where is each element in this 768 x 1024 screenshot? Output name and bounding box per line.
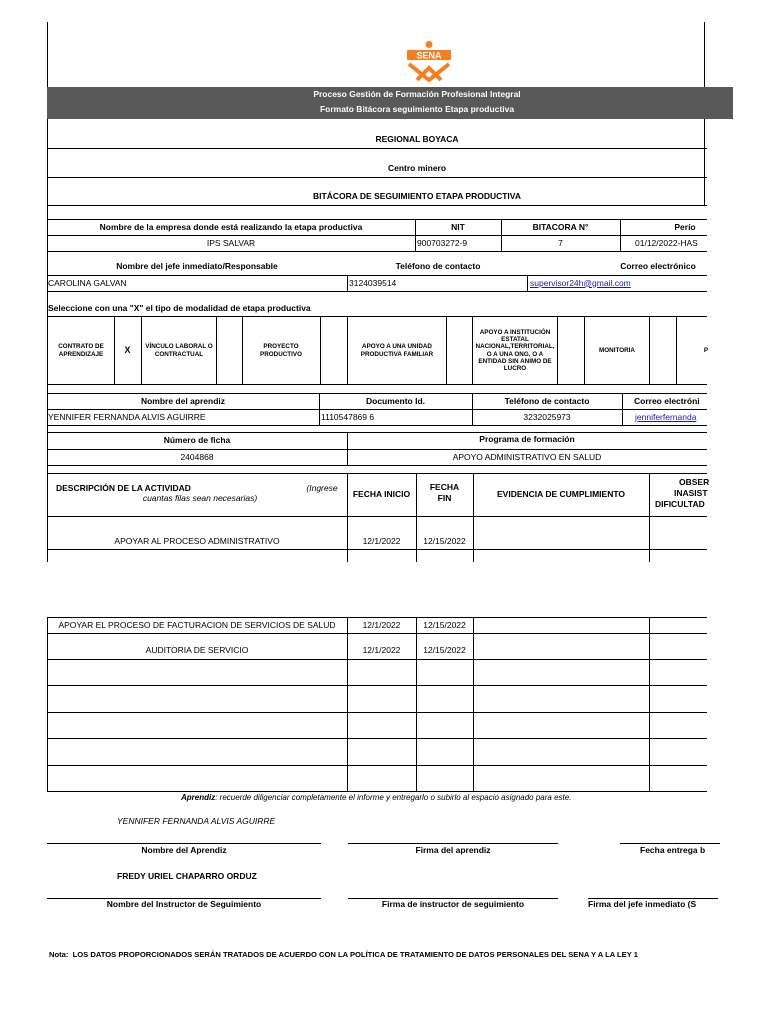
modalidad-option-mark[interactable]: X — [124, 345, 131, 356]
firma-instructor-label: Firma de instructor de seguimiento — [381, 899, 525, 910]
aprendiz-documento-value: 1110547869 6 — [321, 411, 375, 422]
modalidad-option-mark[interactable] — [649, 317, 676, 384]
modalidad-option-mark[interactable] — [557, 317, 584, 384]
modalidad-option-label: APOYO A INSTITUCIÓN ESTATAL NACIONAL,TERRITORIAL, O A UNA ONG, O A ENTIDAD SIN ANIMO DE LUCRO — [475, 328, 555, 372]
ficha-label: Número de ficha — [163, 435, 231, 446]
actividad-inicio: 12/1/2022 — [362, 644, 401, 655]
actividad-inicio: 12/1/2022 — [362, 619, 401, 630]
aprendiz-telefono-label: Teléfono de contacto — [504, 395, 590, 406]
modalidad-option-mark[interactable] — [320, 317, 347, 384]
modalidad-option-label: MONITORIA — [599, 346, 635, 354]
actividad-descripcion: APOYAR AL PROCESO ADMINISTRATIVO — [114, 535, 280, 546]
empresa-nombre-value: IPS SALVAR — [206, 237, 256, 248]
modalidad-option-label: CONTRATO DE APRENDIZAJE — [58, 343, 104, 358]
modalidad-option-label: PROYECTO PRODUCTIVO — [260, 343, 302, 358]
actividad-descripcion: AUDITORIA DE SERVICIO — [145, 644, 249, 655]
empresa-bitacora-value: 7 — [558, 237, 563, 248]
jefe-nombre-value: CAROLINA GALVAN — [48, 277, 127, 288]
empresa-nit-label: NIT — [451, 221, 465, 232]
actividad-header-note-1: (Ingrese — [306, 482, 338, 493]
nombre-instructor-label: Nombre del Instructor de Seguimiento — [106, 899, 262, 910]
empresa-periodo-value: 01/12/2022-HAS — [635, 237, 698, 248]
logo-text: SENA — [416, 50, 442, 61]
fecha-fin-header-1: FECHA — [429, 481, 460, 492]
firma-aprendiz-label: Firma del aprendiz — [415, 845, 491, 856]
aprendiz-note-text: : recuerde diligenciar completamente el informe y entregarlo o subirlo al espacio asignado para este. — [215, 793, 572, 803]
aprendiz-nombre-value: YENNIFER FERNANDA ALVIS AGUIRRE — [48, 411, 206, 422]
programa-label: Programa de formación — [479, 434, 575, 445]
form-title: BITÁCORA DE SEGUIMIENTO ETAPA PRODUCTIVA — [313, 191, 521, 202]
aprendiz-note — [180, 791, 700, 805]
jefe-telefono-value: 3124039514 — [349, 277, 397, 288]
actividad-descripcion: APOYAR EL PROCESO DE FACTURACION DE SERVICIOS DE SALUD — [58, 619, 336, 630]
aprendiz-correo-label: Correo electróni — [634, 395, 700, 406]
modalidad-option-mark[interactable] — [216, 317, 242, 384]
frame-right-line — [704, 22, 705, 88]
final-note-label: Nota: — [49, 949, 69, 959]
aprendiz-documento-label: Documento Id. — [365, 395, 426, 406]
sena-logo — [403, 40, 455, 82]
jefe-telefono-label: Teléfono de contacto — [395, 260, 481, 271]
aprendiz-nombre-label: Nombre del aprendiz — [140, 395, 226, 406]
actividad-fin: 12/15/2022 — [423, 644, 466, 655]
empresa-nit-value: 900703272-9 — [417, 237, 468, 248]
actividad-header: DESCRIPCIÓN DE LA ACTIVIDAD — [56, 482, 191, 493]
modalidad-option-label: APOYO A UNA UNIDAD PRODUCTIVA FAMILIAR — [360, 343, 434, 358]
empresa-bitacora-label: BITACORA N° — [532, 221, 589, 232]
firma-jefe-label: Firma del jefe inmediato (S — [588, 899, 697, 910]
aprendiz-telefono-value: 3232025973 — [523, 411, 571, 422]
fecha-fin-header-2: FIN — [437, 492, 452, 503]
actividad-inicio: 12/1/2022 — [362, 535, 401, 546]
programa-value: APOYO ADMINISTRATIVO EN SALUD — [452, 451, 602, 462]
observaciones-header-2: INASIST — [674, 487, 708, 498]
banner-line-2: Formato Bitácora seguimiento Etapa productiva — [319, 104, 515, 115]
modalidad-instruction: Seleccione con una "X" el tipo de modalidad de etapa productiva — [48, 302, 311, 313]
modalidad-option-mark[interactable] — [446, 317, 472, 384]
ficha-value: 2404868 — [180, 451, 214, 462]
empresa-nombre-label: Nombre de la empresa donde está realizando la etapa productiva — [99, 221, 363, 232]
final-note — [48, 948, 768, 962]
actividad-header-note-2: cuantas filas sean necesarias) — [142, 492, 258, 503]
regional-label: REGIONAL BOYACA — [375, 134, 459, 145]
jefe-correo-link[interactable]: supervisor24h@gmail.com — [530, 277, 631, 288]
observaciones-header-3: DIFICULTAD — [655, 498, 705, 509]
aprendiz-note-bold: Aprendiz — [181, 793, 216, 803]
aprendiz-signature-name: YENNIFER FERNANDA ALVIS AGUIRRE — [117, 816, 276, 827]
fecha-inicio-header: FECHA INICIO — [352, 489, 411, 500]
modalidad-option-label: VÍNCULO LABORAL O CONTRACTUAL — [145, 343, 213, 358]
observaciones-header-1: OBSER — [679, 476, 710, 487]
title-banner — [47, 87, 733, 119]
empresa-periodo-label: Perío — [674, 221, 696, 232]
fecha-entrega-label: Fecha entrega b — [640, 845, 706, 856]
actividad-fin: 12/15/2022 — [423, 619, 466, 630]
centro-label: Centro minero — [387, 163, 447, 174]
aprendiz-correo-link[interactable]: jenniferfernanda — [635, 411, 697, 422]
nombre-aprendiz-label: Nombre del Aprendiz — [141, 845, 227, 856]
jefe-correo-label: Correo electrónico — [620, 260, 696, 271]
modalidad-option-label: P — [703, 346, 709, 354]
evidencia-header: EVIDENCIA DE CUMPLIMIENTO — [497, 489, 625, 500]
instructor-signature-name: FREDY URIEL CHAPARRO ORDUZ — [117, 871, 257, 882]
actividad-fin: 12/15/2022 — [423, 535, 466, 546]
banner-line-1: Proceso Gestión de Formación Profesional Integral — [313, 89, 521, 100]
final-note-text: LOS DATOS PROPORCIONADOS SERÁN TRATADOS DE ACUERDO CON LA POLÍTICA DE TRATAMIENTO DE DATOS PERSONALES DEL SENA Y A LA LEY 1 — [72, 949, 638, 959]
jefe-nombre-label: Nombre del jefe inmediato/Responsable — [116, 260, 278, 271]
